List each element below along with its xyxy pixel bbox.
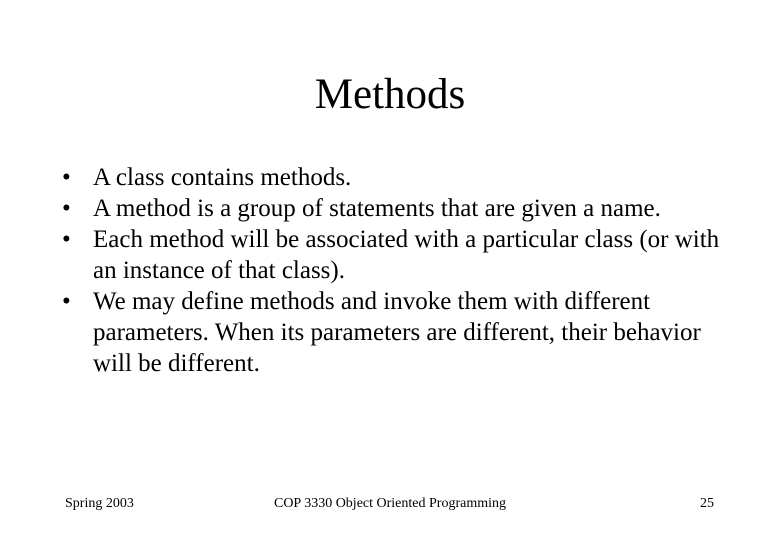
bullet-item <box>62 286 742 379</box>
slide-title: Methods <box>314 71 466 118</box>
bullet-text: We may define methods and invoke them with different parameters. When its parameters are different, their behavior will be different. <box>93 288 701 377</box>
bullet-marker: • <box>62 288 71 315</box>
footer-page-number: 25 <box>700 496 714 511</box>
bullet-text: A class contains methods. <box>93 164 352 191</box>
bullet-marker: • <box>62 226 71 253</box>
bullet-item <box>62 193 742 224</box>
bullet-marker: • <box>62 164 71 191</box>
bullet-text: Each method will be associated with a particular class (or with an instance of that class). <box>93 226 720 284</box>
bullet-marker: • <box>62 195 71 222</box>
bullet-item <box>62 224 742 286</box>
footer-course-title: COP 3330 Object Oriented Programming <box>273 496 506 511</box>
bullet-list <box>62 162 742 379</box>
bullet-text: A method is a group of statements that are given a name. <box>93 195 661 222</box>
bullet-item <box>62 162 742 193</box>
footer-date: Spring 2003 <box>65 496 134 511</box>
